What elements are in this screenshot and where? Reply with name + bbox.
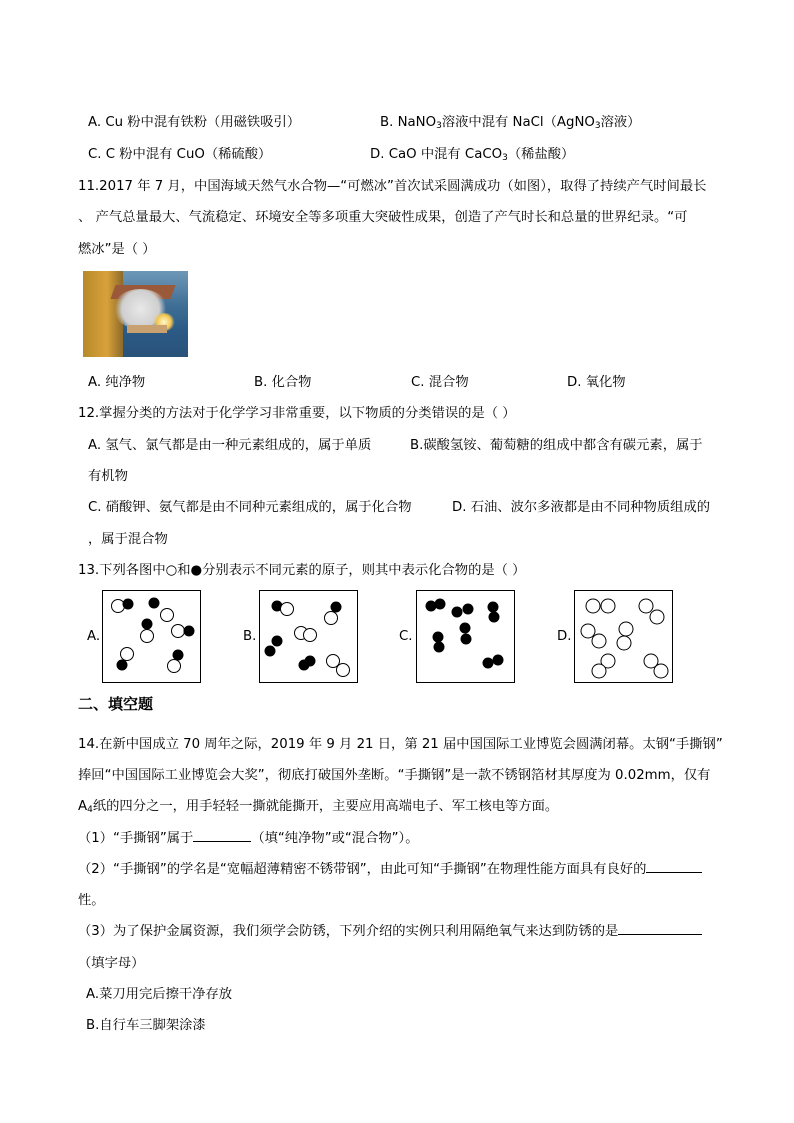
q14-part1: （1）“手撕钢”属于 （填“纯净物”或“混合物”）。 (78, 831, 419, 846)
q10-option-a: A. Cu 粉中混有铁粉（用磁铁吸引） (88, 115, 301, 130)
q11-stem-line1: 11.2017 年 7 月，中国海域天然气水合物—“可燃冰”首次试采圆满成功（如图），取得了持续产气时间最长 (78, 179, 707, 194)
q12-option-a: A. 氢气、氯气都是由一种元素组成的，属于单质 (88, 438, 372, 453)
q14-part3-answer-blank[interactable] (618, 922, 702, 935)
q10-option-b: B. NaNO$_3$溶液中混有 NaCl（AgNO$_3$溶液） (380, 115, 641, 131)
q12-option-d-cont: ，属于混合物 (88, 532, 168, 547)
q14-part2-answer-blank[interactable] (646, 860, 702, 873)
q13-label-b: B. (243, 629, 257, 644)
q12-option-d: D. 石油、波尔多液都是由不同种物质组成的 (452, 500, 711, 515)
q14-option-a: A.菜刀用完后擦干净存放 (86, 987, 233, 1002)
q11-option-d: D. 氧化物 (567, 375, 626, 390)
q11-option-a: A. 纯净物 (88, 375, 146, 390)
q14-stem-line3: $A_4$纸的四分之一，用手轻轻一撕就能撕开，主要应用高端电子、军工核电等方面。 (78, 799, 559, 815)
q12-option-b: B.碳酸氢铵、葡萄糖的组成中都含有碳元素，属于 (410, 438, 703, 453)
section-title-fill-in: 二、填空题 (78, 695, 154, 713)
q14-part1-answer-blank[interactable] (193, 829, 251, 842)
q10-option-d: D. CaO 中混有 CaCO$_3$（稀盐酸） (370, 147, 575, 163)
q14-option-b: B.自行车三脚架涂漆 (86, 1018, 206, 1033)
q14-stem-line1: 14.在新中国成立 70 周年之际，2019 年 9 月 21 日，第 21 届中国国际工业博览会圆满闭幕。太钢“手撕钢” (78, 737, 723, 752)
q11-option-b: B. 化合物 (254, 375, 312, 390)
q12-stem: 12.掌握分类的方法对于化学学习非常重要，以下物质的分类错误的是（ ） (78, 406, 516, 421)
q14-part2: （2）“手撕钢”的学名是“宽幅超薄精密不锈带钢”，由此可知“手撕钢”在物理性能方面具有良好的 (78, 860, 702, 880)
q14-part2-cont: 性。 (78, 893, 105, 908)
q13-diagram-a (102, 590, 201, 683)
q14-stem-line2: 捧回“中国国际工业博览会大奖”，彻底打破国外垄断。“手撕钢”是一款不锈钢箔材其厚度为 0.02mm，仅有 (78, 768, 711, 783)
combustible-ice-photo (83, 271, 188, 357)
q13-label-d: D. (557, 629, 572, 644)
q12-option-b-cont: 有机物 (88, 469, 128, 484)
q13-diagram-d (574, 590, 673, 683)
q13-diagram-b (259, 590, 358, 683)
q14-part3-hint: （填字母） (78, 956, 145, 971)
q12-option-c: C. 硝酸钾、氨气都是由不同种元素组成的，属于化合物 (88, 500, 412, 515)
q13-stem: 13.下列各图中○和●分别表示不同元素的原子，则其中表示化合物的是（ ） (78, 563, 526, 578)
q11-option-c: C. 混合物 (411, 375, 469, 390)
q14-part3: （3）为了保护金属资源，我们须学会防锈，下列介绍的实例只利用隔绝氧气来达到防锈的是 (78, 922, 702, 942)
q13-diagram-c (416, 590, 515, 683)
q13-label-c: C. (399, 629, 413, 644)
q10-option-c: C. C 粉中混有 CuO（稀硫酸） (88, 147, 272, 162)
q13-label-a: A. (87, 629, 101, 644)
q11-stem-line2: 、 产气总量最大、气流稳定、环境安全等多项重大突破性成果，创造了产气时长和总量的世界纪录。“可 (78, 210, 688, 225)
q11-stem-line3: 燃冰”是（ ） (78, 242, 156, 257)
